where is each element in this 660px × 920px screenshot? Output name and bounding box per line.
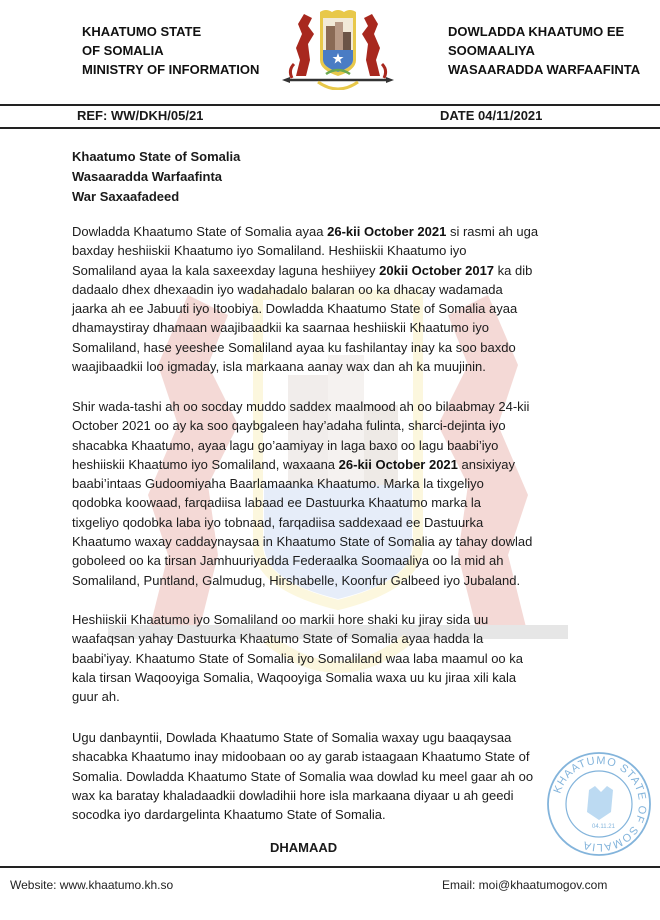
paragraph-line [72,629,632,648]
text-run: waajibaadkii loo igmaday, isla markaana aanay wax dan ah ka muujinin. [72,359,486,375]
text-run: qodobka koowaad, farqadiisa labaad ee Dastuurka Khaatumo marka la [72,495,482,511]
reference-number: REF: WW/DKH/05/21 [77,108,204,123]
divider [0,866,660,868]
paragraph-line [72,299,632,318]
bold-date: 26-kii October 2021 [327,224,447,239]
paragraph-line [72,261,632,280]
text-run: Somaliland, hase yeeshee Somaliland ayaa ku fashilantay inay ka soo baxdo [72,339,516,355]
paragraph-line [72,397,632,416]
paragraph-line [72,532,632,551]
text-run: baabi'iyay. Khaatumo State of Somalia iyo Somaliland waa laba maamul oo ka [72,650,523,666]
text-run: shacabka Khaatumo inay midoobaan oo ay garab istaagaan Khaatumo State of [72,749,530,765]
text-run: October 2021 oo ay ka soo qaybgaleen hay’adaha fulinta, sharci-dejinta iyo [72,418,506,434]
text-run: goboleed oo ka tirsan Jamhuuriyadda Federaalka Soomaaliya oo la mid ah [72,553,504,569]
closing-text: DHAMAAD [270,840,338,855]
paragraph-line [72,318,632,337]
text-run: guur ah. [72,689,120,705]
text-run: tixgeliyo qodobka laba iyo tobnaad, farqadiisa saddexaad ee Dastuurka [72,514,484,530]
bold-date: 20kii October 2017 [379,262,495,278]
text-run: wax ka baratay khaladaadkii dowladihii hore isla markaana diyaar u ah geedi [72,787,514,803]
official-stamp-icon [545,750,653,858]
text-run: ka dib [494,262,533,278]
text-run: dadaalo dhex dhexaadin iyo wadahadalo balaran oo ka dhacay wadamada [72,281,503,297]
address-line: Wasaaradda Warfaafinta [72,169,223,184]
paragraph-line [72,357,632,376]
paragraph-line [72,513,632,532]
text-run: Somaliland, Puntland, Galmudug, Hirshabelle, Koonfur Galbeed iyo Jubaland. [72,572,521,588]
paragraph-line [72,668,632,687]
footer-email[interactable]: Email: moi@khaatumogov.com [442,878,608,892]
header-line: WASAARADDA WARFAAFINTA [448,62,641,77]
reference-bar [0,108,660,124]
text-run: Shir wada-tashi ah oo socday muddo saddex maalmood ah oo bilaabmay 24-kii [72,399,530,414]
paragraph-line [72,416,632,435]
text-run: ansixiyay [457,456,515,472]
coat-of-arms-icon [282,4,394,90]
text-run: Somaliland ayaa la kala saxeexday laguna heshiiyey [72,262,380,278]
body-paragraph [72,397,632,590]
text-run: Khaatumo waxay caddaynaysaa in Khaatumo State of Somalia ay tahay dowlad [72,534,533,550]
stamp-outer-text: KHAATUMO STATE OF SOMALIA [551,754,649,854]
text-run: dhamaystiray dhamaan waajibaadkii ka saarnaa heshiiskii Khaatumo iyo [72,320,489,336]
text-run: jaarka ah ee Jabuuti iyo Itoobiya. Dowladda Khaatumo State of Somalia ayaa [72,301,518,317]
text-run: waafaqsan yahay Dastuurka Khaatumo State of Somalia ayaa hadda la [72,631,484,647]
header-line: MINISTRY OF INFORMATION [82,62,260,77]
header-line: KHAATUMO STATE [82,24,202,39]
body-paragraph [72,610,632,706]
paragraph-line [72,610,632,629]
text-run: baxday heshiiskii Khaatumo iyo Somaliland. Heshiiskii Khaatumo iyo [72,243,467,259]
body-paragraph [72,222,632,376]
text-run: Somalia. Dowladda Khaatumo State of Somalia waa dowlad ku meel gaar ah oo [72,768,534,784]
paragraph-line [72,455,632,474]
header-line: SOOMAALIYA [448,43,535,58]
text-run: si rasmi ah uga [446,224,539,239]
paragraph-line [72,728,632,747]
divider [0,127,660,129]
text-run: socodka iyo dardargelinta Khaatumo State of Somalia. [72,807,386,823]
bold-date: 26-kii October 2021 [338,456,458,472]
header-line: OF SOMALIA [82,43,164,58]
paragraph-line [72,474,632,493]
divider [0,104,660,106]
paragraph-line [72,493,632,512]
paragraph-line [72,687,632,706]
header-org-somali [448,22,640,79]
text-run: kala tirsan Waqooyiga Somalia, Waqooyiga Somalia waxa uu ku jiraa xili kala [72,669,517,685]
paragraph-line [72,241,632,260]
header-org-english [82,22,259,79]
text-run: Ugu danbayntii, Dowlada Khaatumo State of Somalia waxay ugu baaqaysaa [72,730,512,745]
paragraph-line [72,649,632,668]
paragraph-line [72,436,632,455]
addressee-block [72,147,240,207]
address-line: Khaatumo State of Somalia [72,149,241,164]
paragraph-line [72,551,632,570]
text-run: Heshiiskii Khaatumo iyo Somaliland oo markii hore shaki ku jiray sida uu [72,612,489,627]
document-date: DATE 04/11/2021 [440,108,543,123]
paragraph-line [72,222,632,241]
text-run: heshiiskii Khaatumo iyo Somaliland, waxaana [72,456,339,472]
header-line: DOWLADDA KHAATUMO EE [448,24,625,39]
text-run: baabi’intaas Gudoomiyaha Baarlamaanka Khaatumo. Marka la tixgeliyo [72,476,484,492]
paragraph-line [72,571,632,590]
address-line: War Saxaafadeed [72,189,180,204]
text-run: shacabka Khaatumo, ayaa lagu go’aamiyay in laga baxo oo lagu baabi’iyo [72,437,499,453]
stamp-date: 04.11.21 [592,824,615,830]
paragraph-line [72,280,632,299]
paragraph-line [72,338,632,357]
footer-website[interactable]: Website: www.khaatumo.kh.so [10,878,174,892]
text-run: Dowladda Khaatumo State of Somalia ayaa [72,224,328,239]
